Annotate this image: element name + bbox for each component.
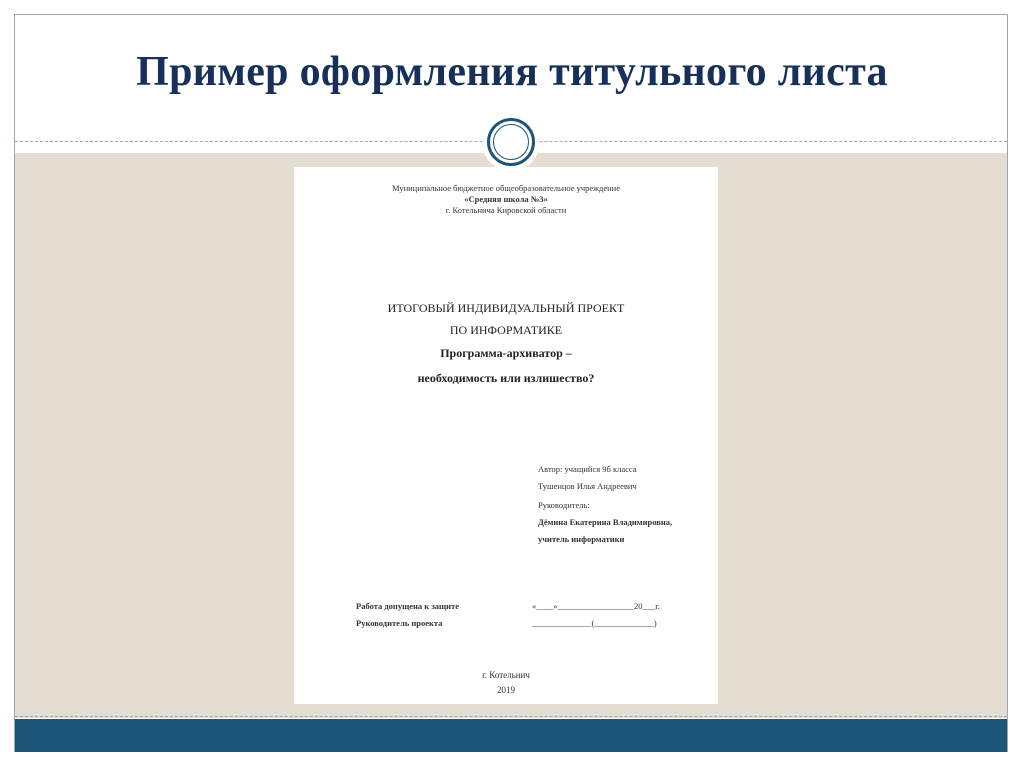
project-head-signature: ______________(______________) — [532, 618, 657, 628]
author-label: Автор: учащийся 9б класса — [538, 464, 637, 474]
institution-line-2: «Средняя школа №3» — [464, 194, 548, 204]
supervisor-name: Дёмина Екатерина Владимировна, — [538, 517, 673, 527]
slide-title: Пример оформления титульного листа — [136, 49, 888, 95]
institution-line-1: Муниципальное бюджетное общеобразовательное учреждение — [391, 183, 621, 193]
institution-line-3: г. Котельнича Кировской области — [445, 205, 567, 215]
topic-line-1: Программа-архиватор – — [440, 346, 572, 360]
author-name: Тушенцов Илья Андреевич — [538, 481, 637, 491]
city-label: г. Котельнич — [482, 670, 530, 680]
supervisor-label: Руководитель: — [538, 500, 590, 510]
project-line-1: ИТОГОВЫЙ ИНДИВИДУАЛЬНЫЙ ПРОЕКТ — [387, 301, 625, 315]
title-page-document — [294, 167, 718, 704]
project-line-2: ПО ИНФОРМАТИКЕ — [449, 323, 563, 337]
year-label: 2019 — [497, 685, 515, 695]
project-head-label: Руководитель проекта — [356, 618, 443, 628]
bottom-accent-bar — [15, 719, 1007, 752]
admitted-label: Работа допущена к защите — [356, 601, 460, 611]
admitted-date: «____»__________________20___г. — [532, 601, 660, 611]
circle-ornament-inner — [493, 124, 529, 160]
bottom-dashed-divider — [15, 716, 1007, 717]
supervisor-role: учитель информатики — [538, 534, 625, 544]
topic-line-2: необходимость или излишество? — [417, 371, 595, 385]
